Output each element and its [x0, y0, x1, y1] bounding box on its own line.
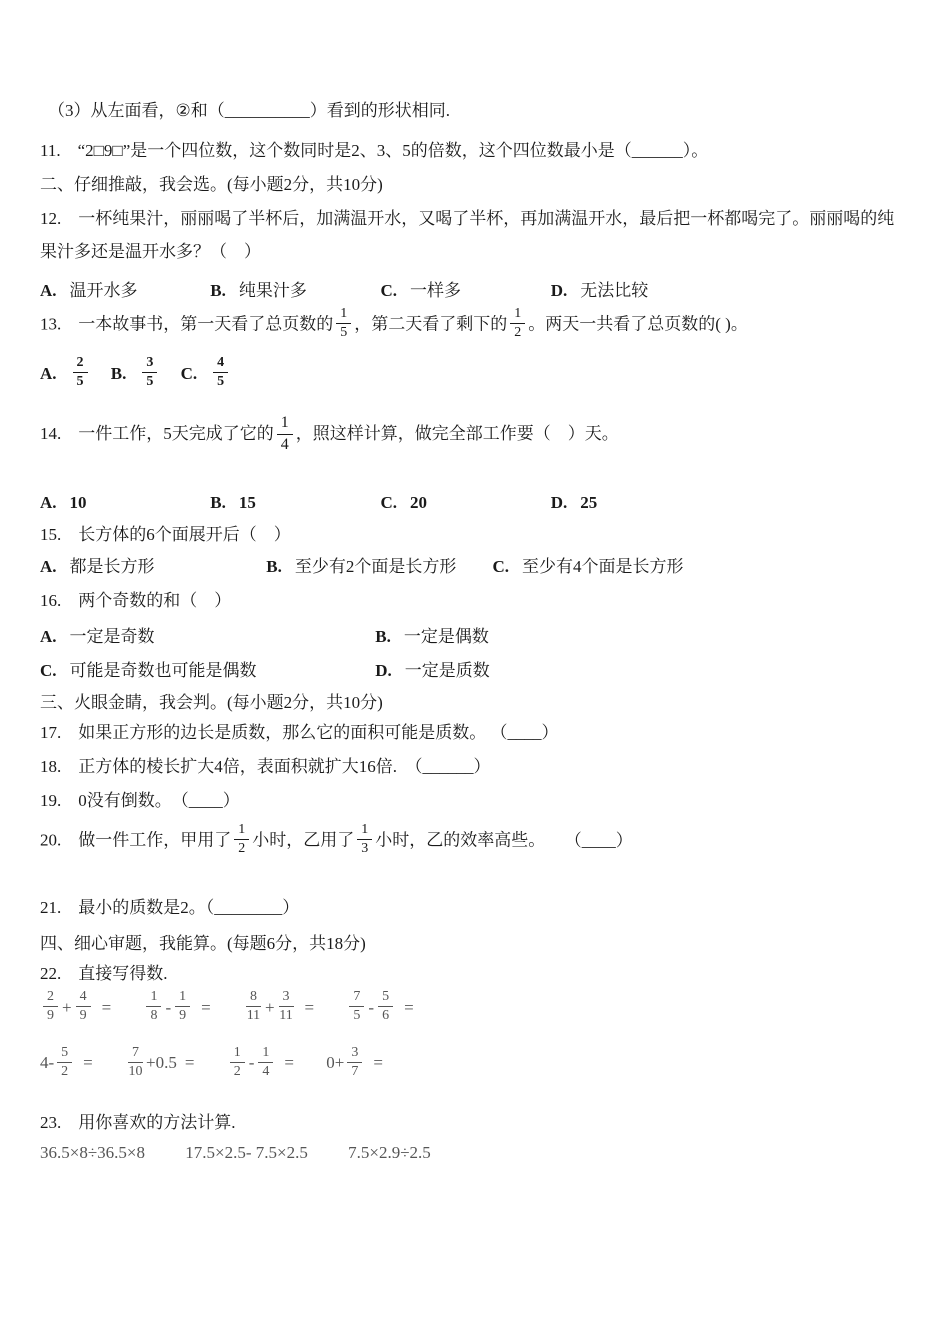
option-a-label: A.: [40, 627, 57, 647]
fraction-1-4: [258, 1045, 273, 1080]
fraction-numerator: 2: [73, 355, 88, 373]
operand: 0+: [326, 1053, 345, 1073]
fraction-denominator: 5: [76, 374, 84, 390]
question-16-options-ab: [40, 622, 905, 652]
question-22-row-1: [40, 989, 905, 1028]
question-13-text-mid: ，第二天看了剩下的: [354, 314, 508, 334]
equals-sign: =: [201, 997, 211, 1017]
fraction-1-3: [357, 822, 372, 857]
question-22-row-2: [40, 1045, 905, 1084]
fraction-2-5: [73, 355, 88, 390]
question-16-option-a: [40, 622, 371, 652]
fraction-numerator: 3: [142, 355, 157, 373]
question-15-option-c: [493, 557, 684, 576]
question-14-option-c: [381, 488, 547, 518]
option-b-text: 至少有2个面是长方形: [294, 557, 457, 577]
fraction-denominator: 7: [351, 1063, 359, 1079]
expression-b: 17.5×2.5- 7.5×2.5: [185, 1142, 308, 1162]
equals-sign: =: [101, 997, 112, 1017]
question-14-text-pre: 14. 一件工作，5天完成了它的: [40, 424, 274, 444]
question-20-text-mid: 小时，乙用了: [252, 830, 355, 850]
section-2-header: 二、仔细推敲，我会选。(每小题2分，共10分): [40, 175, 383, 194]
question-14-option-d: [551, 493, 598, 512]
equals-sign: =: [284, 1053, 294, 1073]
option-a-text: 10: [69, 493, 87, 513]
option-d-label: D.: [550, 281, 568, 300]
option-b-text: 一定是偶数: [403, 627, 489, 647]
option-b-label: B.: [210, 281, 226, 300]
fraction-numerator: 5: [378, 989, 393, 1007]
question-12-option-a: [40, 276, 206, 306]
question-12-option-d: [551, 281, 649, 300]
question-14-option-a: [40, 488, 206, 518]
question-16-option-d: [375, 661, 490, 680]
equals-sign: =: [184, 1053, 195, 1073]
question-14-options: [40, 488, 905, 518]
operator: +: [264, 997, 275, 1017]
question-13-stem: [40, 306, 905, 345]
fraction-denominator: 11: [279, 1008, 293, 1024]
fraction-denominator: 4: [262, 1063, 270, 1079]
option-c-text: 20: [410, 493, 428, 513]
question-14-option-b: [210, 488, 376, 518]
option-b-text: 15: [238, 493, 256, 513]
fraction-numerator: 7: [349, 989, 364, 1007]
option-d-text: 一定是质数: [404, 661, 490, 681]
operator: -: [248, 1053, 255, 1073]
question-13-text-pre: 13. 一本故事书，第一天看了总页数的: [40, 314, 334, 334]
equals-sign: =: [304, 997, 315, 1017]
option-d-text: 无法比较: [580, 281, 649, 300]
question-13-option-a: [40, 355, 91, 394]
question-13-text-post: 。两天一共看了总页数的( )。: [528, 314, 748, 334]
operator: +: [62, 997, 72, 1017]
fraction-numerator: 2: [43, 989, 58, 1007]
expression-a: 36.5×8÷36.5×8: [40, 1142, 146, 1162]
question-21: 21. 最小的质数是2。（________）: [40, 898, 300, 918]
question-22-label: 22. 直接写得数.: [40, 964, 168, 984]
question-16-stem: 16. 两个奇数的和（ ）: [40, 591, 232, 611]
fraction-denominator: 2: [233, 1063, 241, 1079]
fraction-denominator: 4: [280, 435, 289, 453]
question-12-option-b: [210, 276, 376, 306]
fraction-denominator: 5: [340, 325, 348, 341]
question-23-expressions: [40, 1138, 905, 1168]
fraction-numerator: 5: [57, 1045, 72, 1063]
fraction-numerator: 4: [76, 989, 91, 1007]
equals-sign: =: [404, 997, 414, 1017]
option-d-text: 25: [580, 493, 598, 513]
fraction-1-2: [510, 306, 525, 341]
fraction-1-4: [277, 414, 293, 454]
question-11: 11. “2□9□”是一个四位数，这个数同时是2、3、5的倍数，这个四位数最小是（______）。: [40, 141, 709, 160]
option-d-label: D.: [550, 493, 568, 513]
fraction-1-5: [336, 306, 351, 341]
question-14-stem: [40, 414, 905, 456]
option-c-label: C.: [492, 557, 510, 577]
fraction-denominator: 5: [146, 374, 154, 390]
fraction-1-2: [230, 1045, 245, 1080]
question-13-options: [40, 355, 905, 394]
question-15-stem: 15. 长方体的6个面展开后（ ）: [40, 525, 291, 545]
expression-3: [243, 989, 315, 1024]
fraction-5-2: [57, 1045, 72, 1080]
option-d-label: D.: [375, 661, 392, 681]
question-20: [40, 822, 905, 861]
question-15-option-a: [40, 552, 262, 582]
expression-5: [40, 1044, 93, 1079]
equals-sign: =: [83, 1053, 93, 1073]
fraction-denominator: 9: [47, 1008, 54, 1024]
fraction-7-10: [128, 1045, 143, 1080]
question-16-option-c: [40, 656, 371, 686]
question-10-part-3: （3）从左面看，②和（__________）看到的形状相同.: [48, 101, 450, 120]
expression-8: [326, 1044, 383, 1079]
option-b-label: B.: [110, 363, 127, 383]
operator: -: [368, 997, 375, 1017]
question-14-text-post: ，照这样计算，做完全部工作要（ ）天。: [295, 424, 619, 444]
fraction-numerator: 7: [128, 1045, 143, 1063]
operand: 4-: [40, 1053, 55, 1073]
option-c-text: 一样多: [410, 281, 462, 300]
option-a-label: A.: [40, 281, 57, 300]
fraction-1-8: [146, 989, 161, 1024]
fraction-numerator: 1: [336, 306, 351, 324]
option-a-text: 一定是奇数: [69, 627, 155, 647]
question-15-option-b: [266, 552, 488, 582]
question-17: 17. 如果正方形的边长是质数，那么它的面积可能是质数。 （____）: [40, 723, 559, 743]
fraction-1-2: [234, 822, 249, 857]
fraction-denominator: 6: [382, 1008, 390, 1024]
operator: -: [165, 997, 172, 1017]
question-19: 19. 0没有倒数。 （____）: [40, 791, 240, 811]
fraction-denominator: 9: [79, 1008, 87, 1024]
fraction-denominator: 11: [246, 1008, 261, 1024]
fraction-numerator: 1: [234, 822, 249, 840]
expression-c: 7.5×2.9÷2.5: [348, 1142, 431, 1162]
option-c-label: C.: [380, 493, 398, 513]
fraction-1-9: [175, 989, 190, 1024]
question-23-label: 23. 用你喜欢的方法计算.: [40, 1112, 236, 1132]
fraction-numerator: 3: [347, 1045, 362, 1063]
fraction-denominator: 10: [128, 1063, 143, 1079]
expression-4: [346, 989, 414, 1024]
fraction-3-5: [142, 355, 157, 390]
option-c-label: C.: [180, 363, 198, 383]
question-20-answer-blank: （____）: [573, 830, 633, 850]
fraction-8-11: [246, 989, 261, 1024]
option-b-text: 纯果汁多: [238, 281, 307, 300]
fraction-numerator: 1: [230, 1045, 245, 1063]
fraction-numerator: 1: [277, 414, 293, 434]
equals-sign: =: [373, 1053, 383, 1073]
question-20-text-pre: 20. 做一件工作，甲用了: [40, 830, 232, 850]
question-12-stem: 12. 一杯纯果汁，丽丽喝了半杯后，加满温开水，又喝了半杯，再加满温开水，最后把一杯都喝完了。丽丽喝的纯果汁多还是温开水多？（ ）: [40, 209, 895, 261]
fraction-numerator: 1: [510, 306, 525, 324]
fraction-denominator: 2: [514, 325, 522, 341]
fraction-4-5: [213, 355, 228, 390]
section-4-header: 四、细心审题，我能算。(每题6分，共18分): [40, 934, 366, 954]
option-c-text: 可能是奇数也可能是偶数: [69, 661, 257, 681]
operand: +0.5: [146, 1053, 177, 1073]
fraction-denominator: 2: [61, 1063, 69, 1079]
expression-7: [227, 1044, 294, 1079]
option-a-text: 都是长方形: [69, 557, 155, 577]
option-a-label: A.: [40, 557, 57, 577]
question-20-text-post: 小时，乙的效率高些。: [375, 830, 546, 850]
option-c-text: 至少有4个面是长方形: [522, 557, 684, 577]
expression-2: [143, 989, 211, 1024]
fraction-numerator: 8: [246, 989, 261, 1007]
fraction-denominator: 2: [238, 841, 246, 857]
option-a-text: 温开水多: [69, 281, 138, 300]
fraction-denominator: 9: [179, 1008, 187, 1024]
question-16-options-cd: [40, 656, 905, 686]
question-12-options: [40, 276, 905, 306]
fraction-3-11: [279, 989, 294, 1024]
fraction-4-9: [76, 989, 91, 1024]
fraction-2-9: [43, 989, 58, 1024]
expression-1: [40, 989, 112, 1024]
question-13-option-b: [111, 355, 161, 394]
option-a-label: A.: [40, 493, 57, 513]
option-c-label: C.: [380, 281, 398, 300]
question-13-option-c: [181, 355, 232, 394]
fraction-denominator: 8: [150, 1008, 158, 1024]
fraction-5-6: [378, 989, 393, 1024]
question-12-option-c: [381, 276, 547, 306]
fraction-numerator: 1: [357, 822, 372, 840]
fraction-3-7: [347, 1045, 362, 1080]
section-3-header: 三、火眼金睛，我会判。(每小题2分，共10分): [40, 693, 383, 713]
question-15-options: [40, 552, 905, 582]
fraction-denominator: 5: [353, 1008, 361, 1024]
option-a-label: A.: [40, 363, 57, 383]
option-b-label: B.: [266, 557, 282, 577]
option-c-label: C.: [40, 661, 57, 681]
fraction-numerator: 3: [279, 989, 294, 1007]
option-b-label: B.: [375, 627, 391, 647]
fraction-numerator: 1: [258, 1045, 273, 1063]
question-16-option-b: [375, 627, 489, 646]
fraction-numerator: 1: [175, 989, 190, 1007]
option-b-label: B.: [210, 493, 226, 513]
fraction-numerator: 4: [213, 355, 228, 373]
fraction-denominator: 3: [361, 841, 369, 857]
fraction-denominator: 5: [217, 374, 225, 390]
fraction-numerator: 1: [146, 989, 161, 1007]
expression-6: [125, 1044, 195, 1079]
question-18: 18. 正方体的棱长扩大4倍，表面积就扩大16倍. （______）: [40, 757, 491, 777]
fraction-7-5: [349, 989, 364, 1024]
